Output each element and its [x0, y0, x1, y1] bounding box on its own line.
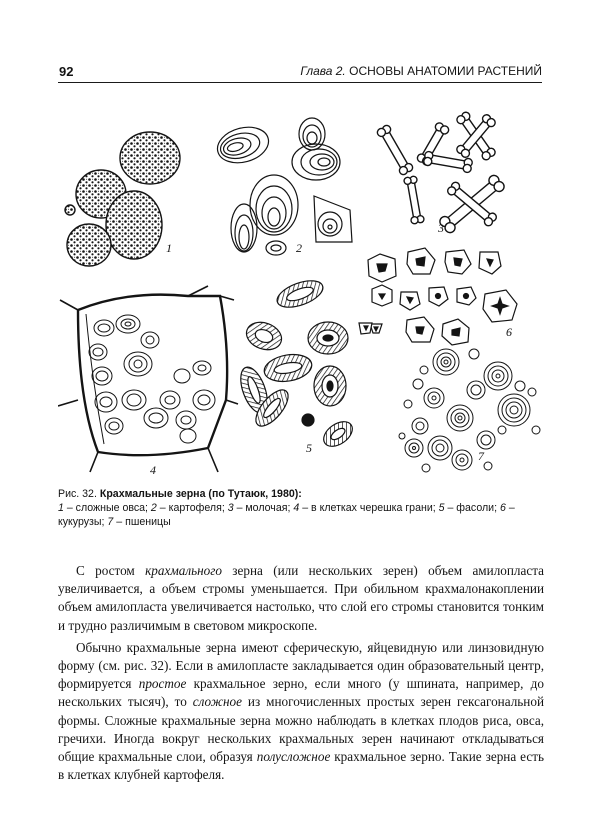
- text-run: зерна (или нескольких зерен) объем амилопласта увеличивается, а объем стромы уменьшается. При обильном крахмалонакоплении объем амилопласта увеличивается настолько, что слой его стромы становится тонким и трудно различимым в световом микроскопе.: [58, 563, 544, 633]
- panel-3-euphorbia-grains: [376, 111, 506, 235]
- legend-num: 1: [58, 502, 64, 514]
- caption-legend: [58, 502, 515, 528]
- running-head: [300, 64, 542, 78]
- legend-num: 6: [499, 502, 506, 514]
- header-rule: [58, 82, 542, 83]
- text-run: Обычно крахмальные зерна имеют сферическую, яйцевидную или линзовидную форму (см. рис. 32). Если в амилопласте закладывается один образовательный центр, формируется: [58, 639, 544, 692]
- panel-6-corn-grains: [359, 248, 517, 345]
- text-run: крахмальное зерно, если много (у шпината, например, до нескольких тысяч), то: [58, 676, 544, 710]
- term-simple: простое: [138, 676, 187, 692]
- paragraph-2: [58, 639, 544, 785]
- text-run: С ростом: [76, 563, 146, 578]
- legend-num: 3: [227, 502, 234, 514]
- legend-num: 5: [438, 502, 445, 514]
- legend-text: – в клетках черешка грани;: [299, 502, 439, 514]
- legend-text: – пшеницы: [113, 516, 171, 528]
- legend-text: – фасоли;: [444, 502, 500, 514]
- panel-5-bean-grains: [235, 275, 382, 451]
- caption-label: Рис. 32.: [58, 488, 97, 500]
- panel-1-oat-grains: [65, 132, 180, 266]
- legend-text: – сложные овса;: [63, 502, 151, 514]
- panel-label-7: 7: [478, 449, 484, 463]
- text-run: крахмальное зерно. Такие зерна есть в клетках клубней картофеля.: [58, 749, 544, 783]
- panel-label-4: 4: [150, 463, 156, 477]
- panel-label-6: 6: [506, 325, 512, 339]
- caption-title: Крахмальные зерна (по Тутаюк, 1980):: [99, 488, 302, 500]
- panel-label-3: 3: [438, 221, 444, 235]
- panel-4-petiole-cells: [58, 286, 238, 472]
- panel-label-1: 1: [166, 241, 172, 255]
- panel-2-potato-grains: [213, 118, 352, 255]
- section-title: ОСНОВЫ АНАТОМИИ РАСТЕНИЙ: [349, 64, 542, 78]
- panel-7-wheat-grains: [399, 349, 540, 472]
- figure-caption: [58, 487, 544, 529]
- legend-text: – картофеля;: [156, 502, 228, 514]
- text-run: из многочисленных простых зерен гексагональной формы. Сложные крахмальные зерна можно наблюдать в клетках плодов риса, овса, гречихи. Иногда вокруг нескольких крахмальных зерен начинают откладываться общие крахмальные слои, образуя: [58, 694, 545, 765]
- term-starch: крахмального: [145, 563, 222, 578]
- figure-drawing: [58, 100, 544, 480]
- legend-num: 7: [107, 516, 114, 528]
- page-number: 92: [59, 64, 74, 79]
- panel-label-5: 5: [306, 441, 312, 455]
- figure-starch-grains: [58, 100, 544, 480]
- legend-num: 4: [293, 502, 300, 514]
- paragraph-1: [58, 562, 544, 635]
- body-text: [58, 562, 544, 788]
- term-compound: сложное: [192, 694, 243, 710]
- legend-num: 2: [150, 502, 157, 514]
- legend-text: – кукурузы;: [58, 502, 515, 528]
- chapter-label: Глава 2.: [300, 64, 346, 78]
- panel-label-2: 2: [296, 241, 302, 255]
- legend-text: – молочая;: [233, 502, 294, 514]
- term-semicompound: полусложное: [256, 749, 331, 765]
